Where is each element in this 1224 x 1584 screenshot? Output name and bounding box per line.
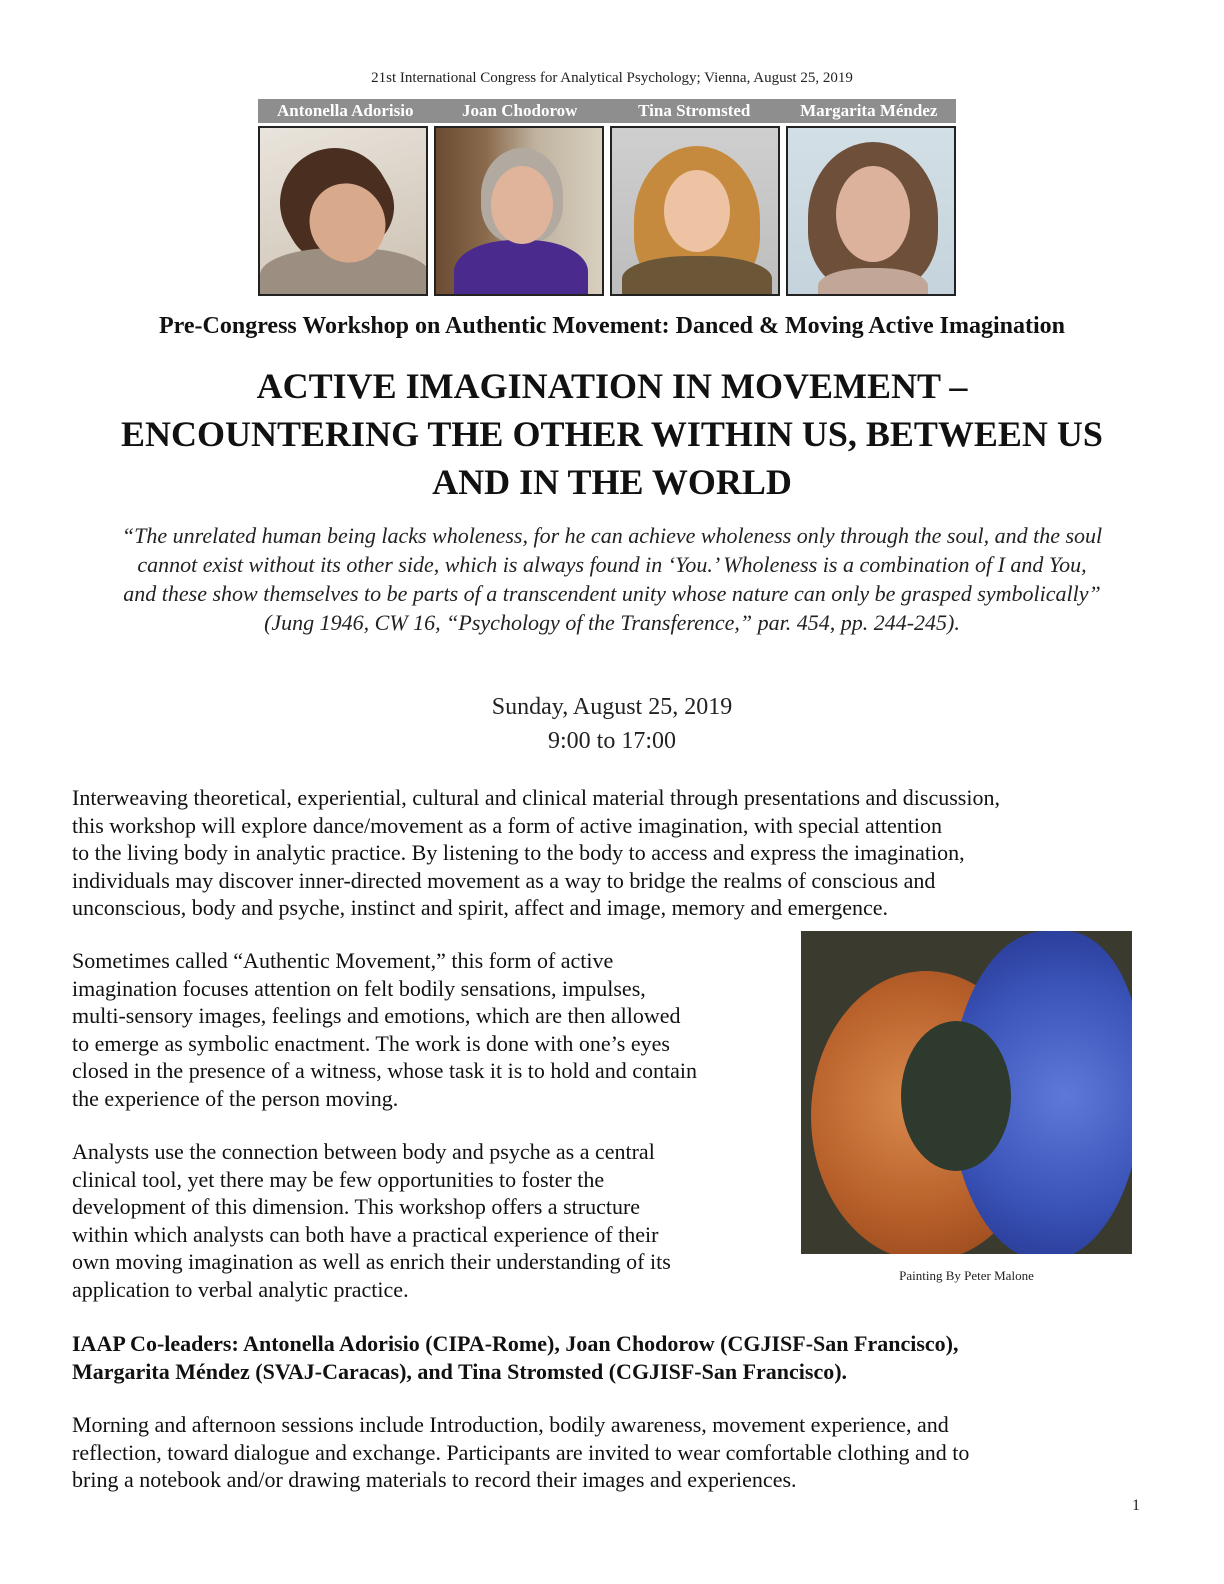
text-line: individuals may discover inner-directed movement as a way to bridge the realms of conscious and: [72, 867, 936, 893]
presenter-banner: [258, 99, 956, 296]
painting-caption: Painting By Peter Malone: [899, 1268, 1034, 1283]
text-line: closed in the presence of a witness, whose task it is to hold and contain: [72, 1058, 698, 1083]
text-line: to emerge as symbolic enactment. The work is done with one’s eyes: [72, 1030, 670, 1056]
jung-quote: [60, 521, 1164, 637]
presenter-name-bar: [258, 99, 956, 123]
event-date: Sunday, August 25, 2019: [491, 694, 733, 720]
text-line: to the living body in analytic practice. By listening to the body to access and express the imagination,: [72, 840, 965, 865]
text-line: application to verbal analytic practice.: [72, 1276, 409, 1302]
coleaders-paragraph: [72, 1330, 1152, 1385]
text-line: multi-sensory images, feelings and emotions, which are then allowed: [72, 1003, 681, 1028]
sessions-paragraph: [72, 1411, 1152, 1494]
text-line: this workshop will explore dance/movement as a form of active imagination, with special attention: [72, 812, 942, 838]
authentic-movement-paragraph: [72, 947, 787, 1112]
text-line: Interweaving theoretical, experiential, cultural and clinical material through presentations and discussion,: [72, 785, 1000, 810]
analysts-paragraph: [72, 1138, 787, 1303]
text-line: IAAP Co-leaders: Antonella Adorisio (CIPA-Rome), Joan Chodorow (CGJISF-San Francisco),: [72, 1331, 959, 1356]
text-line: unconscious, body and psyche, instinct and spirit, affect and image, memory and emergence.: [72, 895, 889, 920]
title-line: AND IN THE WORLD: [432, 462, 792, 502]
presenter-photo: [434, 126, 604, 296]
event-date-time: [0, 690, 1224, 758]
event-time: 9:00 to 17:00: [547, 728, 676, 754]
page-number: 1: [1132, 1497, 1140, 1514]
presenter-name: Margarita Méndez: [800, 101, 938, 120]
text-line: Analysts use the connection between body and psyche as a central: [72, 1139, 655, 1164]
quote-line: cannot exist without its other side, which is always found in ‘You.’ Wholeness is a combination of I and You,: [137, 552, 1087, 577]
workshop-subtitle: Pre-Congress Workshop on Authentic Movement: Danced & Moving Active Imagination: [159, 313, 1065, 339]
text-line: reflection, toward dialogue and exchange. Participants are invited to wear comfortable clothing and to: [72, 1439, 970, 1465]
text-line: own moving imagination as well as enrich their understanding of its: [72, 1249, 671, 1274]
intro-paragraph: [72, 784, 1152, 922]
presenter-photo: [258, 126, 428, 296]
text-line: the experience of the person moving.: [72, 1085, 399, 1111]
title-line: ACTIVE IMAGINATION IN MOVEMENT –: [256, 366, 968, 406]
presenter-photo: [610, 126, 780, 296]
text-line: imagination focuses attention on felt bodily sensations, impulses,: [72, 975, 646, 1001]
quote-line: and these show themselves to be parts of a transcendent unity whose nature can only be grasped symbolically”: [123, 581, 1101, 606]
text-line: within which analysts can both have a practical experience of their: [72, 1221, 659, 1247]
congress-header: 21st International Congress for Analytical Psychology; Vienna, August 25, 2019: [371, 70, 853, 86]
workshop-title: [40, 362, 1184, 506]
presenter-name: Joan Chodorow: [462, 101, 578, 120]
quote-line: (Jung 1946, CW 16, “Psychology of the Transference,” par. 454, pp. 244-245).: [264, 610, 960, 635]
text-line: bring a notebook and/or drawing materials to record their images and experiences.: [72, 1467, 797, 1492]
presenter-name: Tina Stromsted: [638, 101, 751, 120]
title-line: ENCOUNTERING THE OTHER WITHIN US, BETWEEN US: [121, 414, 1103, 454]
text-line: development of this dimension. This workshop offers a structure: [72, 1194, 641, 1219]
presenter-photos: [258, 126, 956, 296]
text-line: Sometimes called “Authentic Movement,” this form of active: [72, 948, 614, 973]
painting-image: [801, 931, 1132, 1254]
presenter-photo: [786, 126, 956, 296]
quote-line: “The unrelated human being lacks wholeness, for he can achieve wholeness only through the soul, and the soul: [121, 523, 1103, 548]
text-line: Margarita Méndez (SVAJ-Caracas), and Tina Stromsted (CGJISF-San Francisco).: [72, 1358, 848, 1384]
text-line: Morning and afternoon sessions include Introduction, bodily awareness, movement experience, and: [72, 1412, 949, 1437]
text-line: clinical tool, yet there may be few opportunities to foster the: [72, 1166, 605, 1192]
presenter-name: Antonella Adorisio: [277, 101, 414, 120]
